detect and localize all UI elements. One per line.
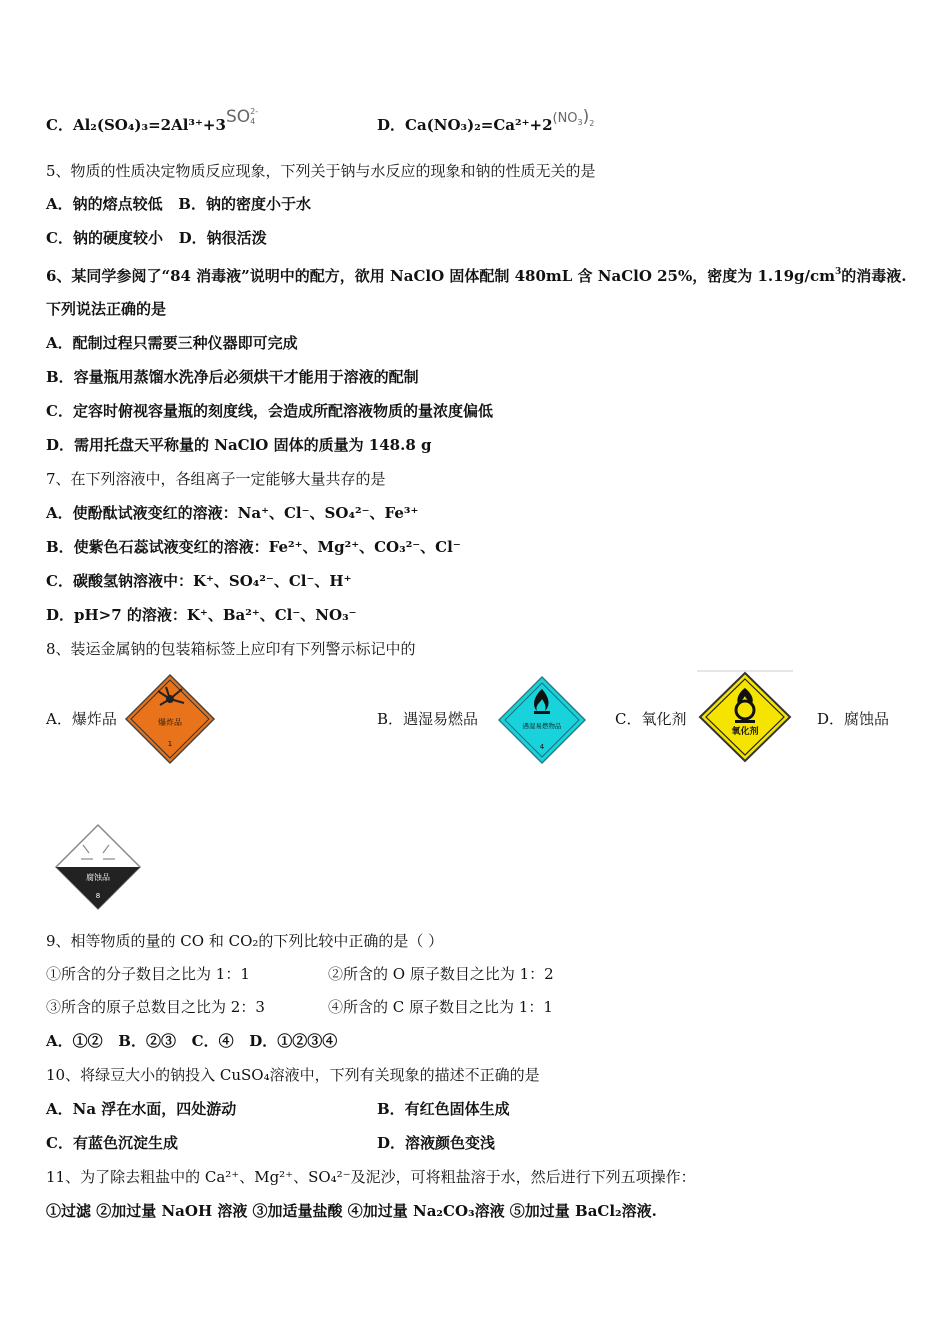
q8-option-b: B．遇湿易燃品 (377, 710, 479, 728)
q7-option-b: B．使紫色石蕊试液变红的溶液：Fe²⁺、Mg²⁺、CO₃²⁻、Cl⁻ (46, 538, 461, 556)
corrosive-sign-number: 8 (95, 892, 101, 900)
q10-option-d: D．溶液颜色变浅 (377, 1134, 496, 1152)
q7-stem: 7、在下列溶液中，各组离子一定能够大量共存的是 (46, 470, 386, 488)
q11-operations: ①过滤 ②加过量 NaOH 溶液 ③加适量盐酸 ④加过量 Na₂CO₃溶液 ⑤加过量 BaCl₂溶液. (46, 1202, 657, 1220)
q10-option-b: B．有红色固体生成 (377, 1100, 510, 1118)
q9-stem: 9、相等物质的量的 CO 和 CO₂的下列比较中正确的是（ ） (46, 932, 444, 950)
q4-option-c-ion: $SO^{2-}4$ (225, 107, 259, 127)
corrosive-sign-icon (53, 823, 143, 911)
q6-stem (46, 261, 906, 287)
q11-stem: 11、为了除去粗盐中的 Ca²⁺、Mg²⁺、SO₄²⁻及泥沙，可将粗盐溶于水，然后进行下列五项操作： (46, 1168, 696, 1186)
q9-statement-2: ②所含的 O 原子数目之比为 1：2 (328, 965, 554, 983)
q7-option-c: C．碳酸氢钠溶液中：K⁺、SO₄²⁻、Cl⁻、H⁺ (46, 572, 352, 590)
q5-stem: 5、物质的性质决定物质反应现象，下列关于钠与水反应的现象和钠的性质无关的是 (46, 162, 596, 180)
q9-statement-3: ③所含的原子总数目之比为 2：3 (46, 998, 265, 1016)
q7-option-d: D．pH>7 的溶液：K⁺、Ba²⁺、Cl⁻、NO₃⁻ (46, 606, 357, 624)
q10-option-c: C．有蓝色沉淀生成 (46, 1134, 178, 1152)
q6-stem-a: 6、某同学参阅了“84 消毒液”说明中的配方，欲用 NaClO 固体配制 480mL 含 NaClO 25%，密度为 1.19g/cm (46, 267, 835, 285)
q9-choices: A．①② B．②③ C．④ D．①②③④ (46, 1032, 338, 1050)
explosive-sign-number: 1 (167, 740, 173, 748)
q7-option-a: A．使酚酞试液变红的溶液：Na⁺、Cl⁻、SO₄²⁻、Fe³⁺ (46, 504, 419, 522)
q8-option-d: D．腐蚀品 (817, 710, 890, 728)
q6-stem-b: 的消毒液. (841, 267, 907, 285)
oxidizer-sign-text: 氧化剂 (731, 727, 759, 737)
dangerous-when-wet-sign-text: 遇湿易燃物品 (522, 722, 562, 730)
q6-option-a: A．配制过程只需要三种仪器即可完成 (46, 334, 298, 352)
q8-option-c: C．氧化剂 (615, 710, 687, 728)
q5-options-line2: C．钠的硬度较小 D．钠很活泼 (46, 229, 267, 247)
q10-option-a: A．Na 浮在水面，四处游动 (46, 1100, 237, 1118)
q10-stem: 10、将绿豆大小的钠投入 CuSO₄溶液中，下列有关现象的描述不正确的是 (46, 1066, 540, 1084)
explosive-sign-text: 爆炸品 (158, 718, 182, 727)
q4-option-c-text: Al₂(SO₄)₃=2Al³⁺+3 (72, 116, 226, 134)
dangerous-when-wet-sign-number: 4 (539, 743, 545, 751)
q8-option-a: A．爆炸品 (46, 710, 117, 728)
q5-options-line1: A．钠的熔点较低 B．钠的密度小于水 (46, 195, 311, 213)
q8-stem: 8、装运金属钠的包装箱标签上应印有下列警示标记中的 (46, 640, 416, 658)
q4-option-d-label: D． (377, 116, 406, 134)
q9-statement-1: ①所含的分子数目之比为 1：1 (46, 965, 250, 983)
q4-option-d-ion: $(NO_3)_2$ (552, 107, 595, 128)
q4-option-c-label: C． (46, 116, 73, 134)
q4-option-d (377, 107, 595, 139)
dangerous-when-wet-sign-icon (497, 675, 587, 765)
q4-option-d-text: Ca(NO₃)₂=Ca²⁺+2 (405, 116, 553, 134)
q6-stem-sup: 3 (834, 267, 842, 277)
q6-option-b: B．容量瓶用蒸馏水洗净后必须烘干才能用于溶液的配制 (46, 368, 419, 386)
oxidizer-sign-icon (697, 670, 793, 764)
q9-statement-4: ④所含的 C 原子数目之比为 1：1 (328, 998, 553, 1016)
q6-stem-line2: 下列说法正确的是 (46, 300, 167, 318)
q4-option-c (46, 107, 263, 139)
explosive-sign-icon (124, 673, 216, 765)
corrosive-sign-text: 腐蚀品 (86, 873, 110, 882)
q6-option-d: D．需用托盘天平称量的 NaClO 固体的质量为 148.8 g (46, 436, 432, 454)
q6-option-c: C．定容时俯视容量瓶的刻度线，会造成所配溶液物质的量浓度偏低 (46, 402, 493, 420)
